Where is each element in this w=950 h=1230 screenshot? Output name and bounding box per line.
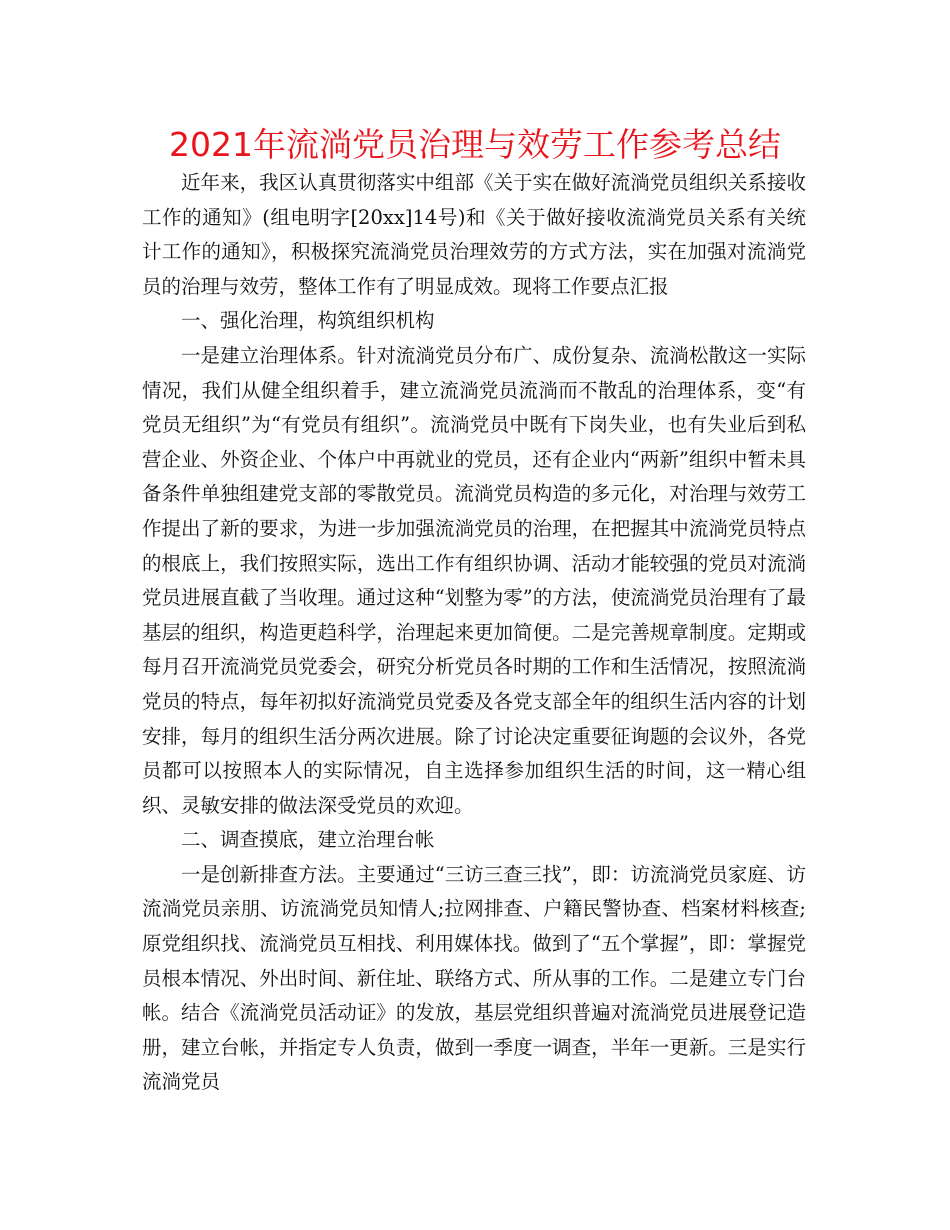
paragraph-intro: 近年来，我区认真贯彻落实中组部《关于实在做好流淌党员组织关系接收工作的通知》(组电明字[20xx]14号)和《关于做好接收流淌党员关系有关统计工作的通知》，积极探究流淌党员治理效劳的方式方法，实在加强对流淌党员的治理与效劳，整体工作有了明显成效。现将工作要点汇报	[142, 171, 806, 298]
paragraph-section-1: 一是建立治理体系。针对流淌党员分布广、成份复杂、流淌松散这一实际情况，我们从健全组织着手，建立流淌党员流淌而不散乱的治理体系，变“有党员无组织”为“有党员有组织”。流淌党员中既有下岗失业，也有失业后到私营企业、外资企业、个体户中再就业的党员，还有企业内“两新”组织中暂未具备条件单独组建党支部的零散党员。流淌党员构造的多元化，对治理与效劳工作提出了新的要求，为进一步加强流淌党员的治理，在把握其中流淌党员特点的根底上，我们按照实际，选出工作有组织协调、活动才能较强的党员对流淌党员进展直截了当收理。通过这种“划整为零”的方法，使流淌党员治理有了最基层的组织，构造更趋科学，治理起来更加简便。二是完善规章制度。定期或每月召开流淌党员党委会，研究分析党员各时期的工作和生活情况，按照流淌党员的特点，每年初拟好流淌党员党委及各党支部全年的组织生活内容的计划安排，每月的组织生活分两次进展。除了讨论决定重要征询题的会议外，各党员都可以按照本人的实际情况，自主选择参加组织生活的时间，这一精心组织、灵敏安排的做法深受党员的欢迎。	[142, 343, 806, 817]
document-body	[142, 166, 806, 1100]
section-heading-1: 一、强化治理，构筑组织机构	[181, 309, 435, 333]
document-title: 2021年流淌党员治理与效劳工作参考总结	[169, 125, 781, 164]
paragraph-section-2: 一是创新排查方法。主要通过“三访三查三找”，即：访流淌党员家庭、访流淌党员亲朋、访流淌党员知情人;拉网排查、户籍民警协查、档案材料核查;原党组织找、流淌党员互相找、利用媒体找。做到了“五个掌握”，即：掌握党员根本情况、外出时间、新住址、联络方式、所从事的工作。二是建立专门台帐。结合《流淌党员活动证》的发放，基层党组织普遍对流淌党员进展登记造册，建立台帐，并指定专人负责，做到一季度一调查，半年一更新。三是实行流淌党员	[142, 862, 806, 1094]
section-heading-2: 二、调查摸底，建立治理台帐	[181, 828, 435, 852]
